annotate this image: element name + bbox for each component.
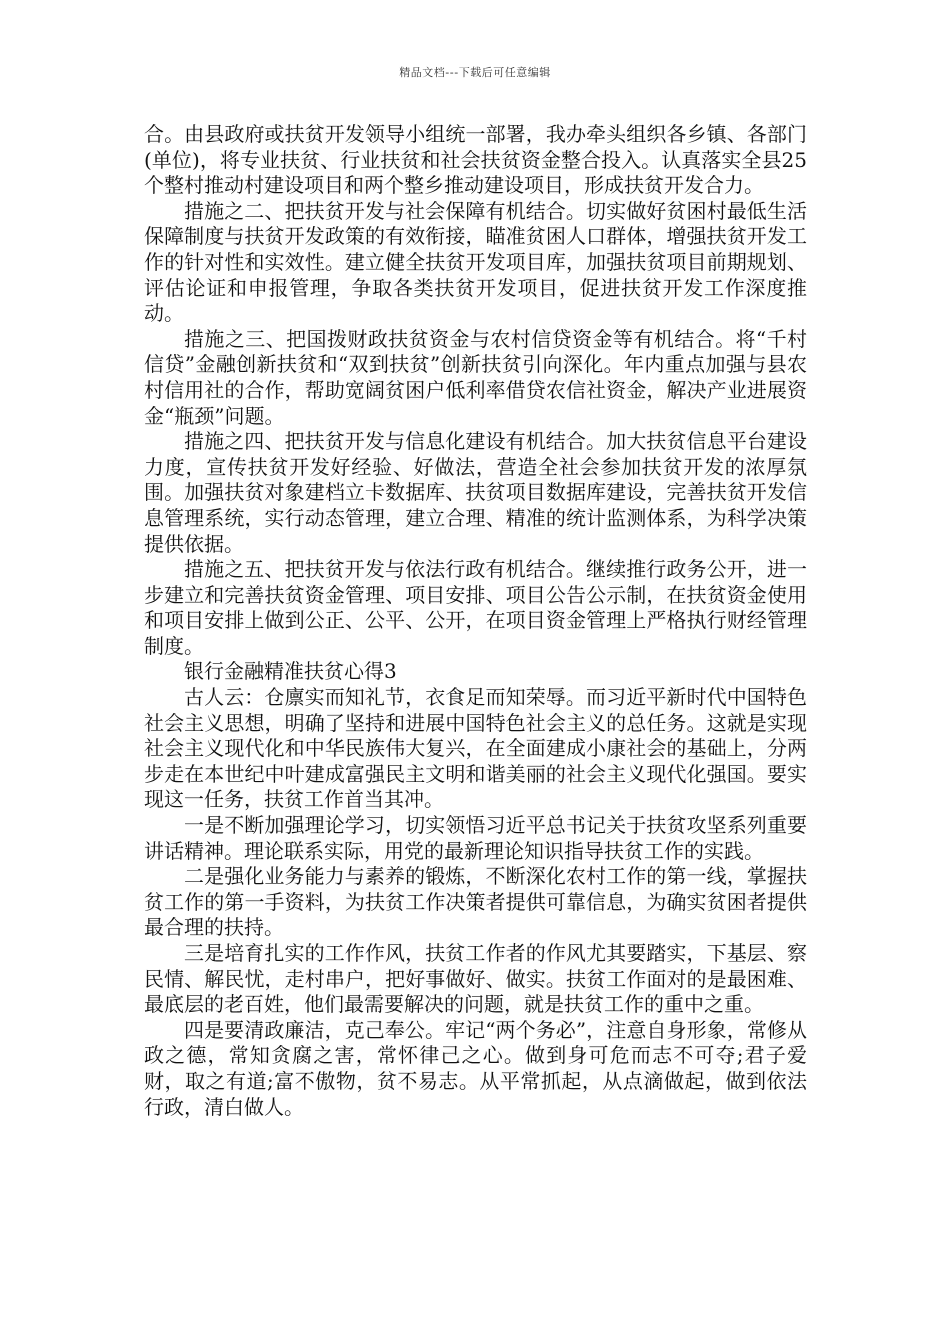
paragraph: 四是要清政廉洁，克己奉公。牢记“两个务必”，注意自身形象，常修从政之德，常知贪腐之害，常怀律己之心。做到身可危而志不可夺;君子爱财，取之有道;富不傲物，贫不易志。从平常抓起，从点滴做起，做到依法行政，清白做人。 [144,1017,807,1119]
paragraph: 措施之四、把扶贫开发与信息化建设有机结合。加大扶贫信息平台建设力度，宣传扶贫开发好经验、好做法，营造全社会参加扶贫开发的浓厚氛围。加强扶贫对象建档立卡数据库、扶贫项目数据库建设，完善扶贫开发信息管理系统，实行动态管理，建立合理、精准的统计监测体系，为科学决策提供依据。 [144,429,807,556]
page-header: 精品文档---下载后可任意编辑 [399,66,551,79]
paragraph: 措施之二、把扶贫开发与社会保障有机结合。切实做好贫困村最低生活保障制度与扶贫开发政策的有效衔接，瞄准贫困人口群体，增强扶贫开发工作的针对性和实效性。建立健全扶贫开发项目库，加强扶贫项目前期规划、评估论证和申报管理，争取各类扶贫开发项目，促进扶贫开发工作深度推动。 [144,198,807,326]
paragraph: 合。由县政府或扶贫开发领导小组统一部署，我办牵头组织各乡镇、各部门(单位)，将专业扶贫、行业扶贫和社会扶贫资金整合投入。认真落实全县25个整村推动村建设项目和两个整乡推动建设项目，形成扶贫开发合力。 [144,122,807,198]
paragraph: 措施之三、把国拨财政扶贫资金与农村信贷资金等有机结合。将“千村信贷”金融创新扶贫和“双到扶贫”创新扶贫引向深化。年内重点加强与县农村信用社的合作，帮助宽阔贫困户低利率借贷农信社资金，解决产业进展资金“瓶颈”问题。 [144,326,807,428]
paragraph: 一是不断加强理论学习，切实领悟习近平总书记关于扶贫攻坚系列重要讲话精神。理论联系实际，用党的最新理论知识指导扶贫工作的实践。 [144,813,807,863]
paragraph: 古人云：仓廪实而知礼节，衣食足而知荣辱。而习近平新时代中国特色社会主义思想，明确了坚持和进展中国特色社会主义的总任务。这就是实现社会主义现代化和中华民族伟大复兴，在全面建成小康社会的基础上，分两步走在本世纪中叶建成富强民主文明和谐美丽的社会主义现代化强国。要实现这一任务，扶贫工作首当其冲。 [144,685,807,812]
paragraph: 三是培育扎实的工作作风，扶贫工作者的作风尤其要踏实，下基层、察民情、解民忧，走村串户，把好事做好、做实。扶贫工作面对的是最困难、最底层的老百姓，他们最需要解决的问题，就是扶贫工作的重中之重。 [144,941,807,1017]
paragraph: 措施之五、把扶贫开发与依法行政有机结合。继续推行政务公开，进一步建立和完善扶贫资金管理、项目安排、项目公告公示制，在扶贫资金使用和项目安排上做到公正、公平、公开，在项目资金管理上严格执行财经管理制度。 [144,557,807,658]
paragraph: 二是强化业务能力与素养的锻炼，不断深化农村工作的第一线，掌握扶贫工作的第一手资料，为扶贫工作决策者提供可靠信息，为确实贫困者提供最合理的扶持。 [144,864,807,940]
section-heading: 银行金融精准扶贫心得3 [184,659,397,684]
document-body [144,122,807,1120]
